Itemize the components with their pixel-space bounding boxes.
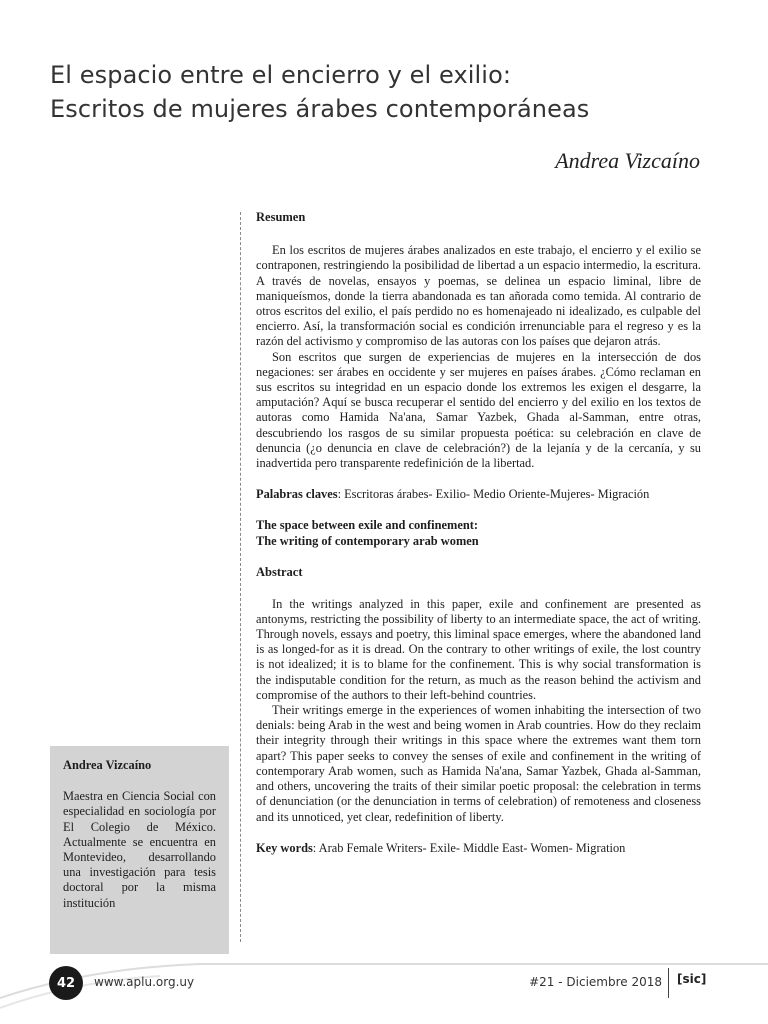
palabras-claves-label: Palabras claves — [256, 487, 338, 502]
english-title — [256, 518, 701, 549]
issue-label: #21 - Diciembre 2018 — [529, 975, 662, 989]
column-divider — [240, 212, 241, 942]
palabras-claves-text: : Escritoras árabes- Exilio- Medio Oriente-Mujeres- Migración — [337, 487, 650, 502]
bio-author-name: Andrea Vizcaíno — [63, 758, 152, 772]
english-title-line-2: The writing of contemporary arab women — [256, 533, 479, 548]
author-bio-box — [50, 746, 229, 954]
bio-text: Maestra en Ciencia Social con especialidad en sociología por El Colegio de México. Actualmente se encuentra en Montevideo, desarrollando una investigación para tesis doctoral por la misma institución — [63, 789, 216, 910]
resumen-paragraph-1: En los escritos de mujeres árabes analizados en este trabajo, el encierro y el exilio se contraponen, restringiendo la posibilidad de libertad a un espacio intermedio, la escritura. A través de novelas, ensayos y poemas, se delinea un espacio liminal, libre de maniqueísmos, donde la tierra abandonada es tan añorada como temida. Al contrario de otros escritos del exilio, el país perdido no es homenajeado ni idealizado, es culpable del encierro. Así, la transformación social es condición irrenunciable para el regreso y es la razón del activismo y compromiso de las autoras con los países que dejaron atrás. — [256, 243, 701, 349]
article-author: Andrea Vizcaíno — [555, 148, 700, 173]
key-words-text: : Arab Female Writers- Exile- Middle East- Women- Migration — [312, 840, 626, 855]
footer-separator — [668, 968, 669, 998]
website-link[interactable]: www.aplu.org.uy — [94, 975, 195, 989]
abstract-paragraph-1: In the writings analyzed in this paper, exile and confinement are presented as antonyms, restricting the possibility of liberty to an intermediate space, the act of writing. Through novels, essays and poetry, this liminal space emerges, where the abandoned land is as longed-for as it is dread. On the contrary to other writings of exile, the lost country is not idealized; it is to blame for the confinement. This is why social transformation is the indisputable condition for the return, as much as the reason behind the activism and compromise of the authors to their left-behind countries. — [256, 596, 701, 702]
abstract-paragraph-2: Their writings emerge in the experiences of women inhabiting the intersection of two denials: being Arab in the west and being women in Arab countries. How do they reclaim their integrity through their writings in this space where the extremes want them torn apart? This paper seeks to convey the senses of exile and confinement in the writing of contemporary Arab women, such as Hamida Na'ana, Samar Yazbek, Ghada al-Samman, and others, uncovering the traits of their similar poetic proposal: the celebration in terms of denunciation (or the denunciation in terms of celebration) of remoteness and closeness and its unnoticed, yet clear, redefinition of liberty. — [256, 703, 701, 824]
article-title — [50, 58, 730, 126]
title-line-2: Escritos de mujeres árabes contemporáneas — [50, 95, 590, 123]
page-number: 42 — [49, 966, 83, 1000]
palabras-claves — [256, 487, 701, 502]
key-words-label: Key words — [256, 840, 313, 855]
journal-brand: [sic] — [677, 972, 707, 986]
title-line-1: El espacio entre el encierro y el exilio: — [50, 61, 512, 89]
english-title-line-1: The space between exile and confinement: — [256, 518, 478, 533]
resumen-paragraph-2: Son escritos que surgen de experiencias de mujeres en la intersección de dos negaciones: ser árabes en occidente y ser mujeres en países árabes. ¿Cómo reclaman en sus escritos su integridad en un espacio donde los extremos les exigen el desgarre, la amputación? Aquí se busca recuperar el sentido del encierro y del exilio en los textos de autoras como Hamida Na'ana, Samar Yazbek, Ghada al-Samman, entre otras, descubriendo los rasgos de su similar propuesta poética: su celebración en clave de denuncia (¿o denuncia en clave de celebración?) de la lejanía y de la cercanía, y su inadvertida pero transparente redefinición de la libertad. — [256, 349, 701, 471]
main-column — [256, 210, 701, 856]
key-words — [256, 841, 701, 856]
footer-decoration — [0, 958, 768, 1024]
resumen-heading: Resumen — [256, 210, 306, 224]
abstract-heading: Abstract — [256, 565, 303, 580]
